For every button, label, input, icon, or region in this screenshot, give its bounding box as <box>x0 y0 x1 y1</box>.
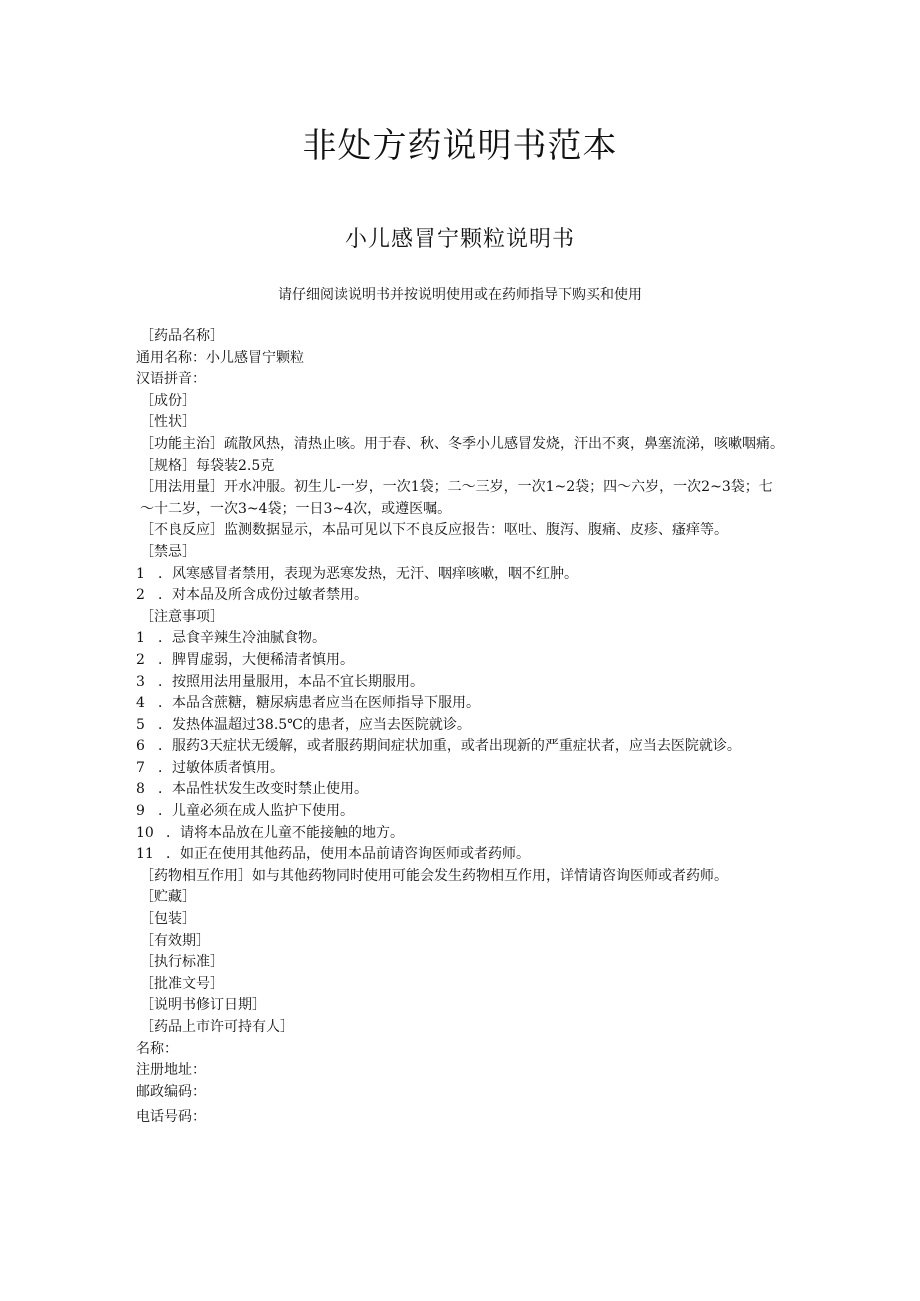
item-text: ．忌食辛辣生冷油腻食物。 <box>158 630 326 647</box>
item-number: 2 <box>136 651 145 668</box>
item-text: ．如正在使用其他药品，使用本品前请咨询医师或者药师。 <box>166 846 530 863</box>
interactions: ［药物相互作用］如与其他药物同时使用可能会发生药物相互作用，详情请咨询医师或者药师。 <box>140 867 728 884</box>
approval-label: ［批准文号］ <box>140 975 224 992</box>
holder-address: 注册地址： <box>136 1062 206 1079</box>
precaution-item <box>136 758 786 780</box>
precaution-item <box>136 715 786 737</box>
contra-item <box>136 585 786 607</box>
item-number: 4 <box>136 695 145 712</box>
precaution-item <box>136 672 786 694</box>
item-text: ．对本品及所含成份过敏者禁用。 <box>158 587 368 604</box>
ingredients-label: ［成份］ <box>140 392 196 409</box>
sub-title: 小儿感冒宁颗粒说明书 <box>344 227 575 252</box>
adverse-reactions: ［不良反应］监测数据显示，本品可见以下不良反应报告：呕吐、腹泻、腹痛、皮疹、瘙痒等。 <box>140 522 728 539</box>
item-text: ．发热体温超过38.5℃的患者，应当去医院就诊。 <box>158 716 471 733</box>
indications: ［功能主治］疏散风热，清热止咳。用于春、秋、冬季小儿感冒发烧，汗出不爽，鼻塞流涕，咳嗽咽痛。 <box>140 435 784 452</box>
holder-name: 名称： <box>136 1040 178 1057</box>
item-number: 3 <box>136 673 145 690</box>
item-text: ．服药3天症状无缓解，或者服药期间症状加重，或者出现新的严重症状者，应当去医院就诊。 <box>158 738 741 755</box>
item-number: 2 <box>136 587 145 604</box>
item-text: ．过敏体质者慎用。 <box>158 759 284 776</box>
item-number: 8 <box>136 781 145 798</box>
standard-label: ［执行标准］ <box>140 954 224 971</box>
contra-item <box>136 564 786 586</box>
validity-label: ［有效期］ <box>140 932 210 949</box>
item-text: ．请将本品放在儿童不能接触的地方。 <box>166 824 404 841</box>
storage-label: ［贮藏］ <box>140 889 196 906</box>
instruction-body <box>136 326 786 1129</box>
item-number: 5 <box>136 716 145 733</box>
dosage: ［用法用量］开水冲服。初生儿-一岁，一次1袋；二～三岁，一次1~2袋；四～六岁，一次2~3袋；七～十二岁，一次3~4袋；一日3~4次，或遵医嘱。 <box>140 479 773 517</box>
properties-label: ［性状］ <box>140 414 196 431</box>
precaution-item <box>136 693 786 715</box>
precaution-item <box>136 844 786 866</box>
holder-postcode: 邮政编码： <box>136 1083 206 1100</box>
precaution-item <box>136 650 786 672</box>
drug-name-label: ［药品名称］ <box>140 328 224 344</box>
item-text: ．脾胃虚弱，大便稀清者慎用。 <box>158 651 354 668</box>
holder-phone: 电话号码： <box>136 1109 206 1126</box>
item-text: ．本品含蔗糖，糖尿病患者应当在医师指导下服用。 <box>158 695 480 712</box>
precautions-label: ［注意事项］ <box>140 608 224 625</box>
license-holder-label: ［药品上市许可持有人］ <box>140 1019 294 1035</box>
precaution-item <box>136 779 786 801</box>
item-number: 1 <box>136 630 145 647</box>
pinyin: 汉语拼音： <box>136 371 206 388</box>
usage-notice: 请仔细阅读说明书并按说明使用或在药师指导下购买和使用 <box>278 287 642 303</box>
generic-name: 通用名称：小儿感冒宁颗粒 <box>136 349 304 366</box>
precaution-item <box>136 736 786 758</box>
main-title: 非处方药说明书范本 <box>302 126 618 166</box>
item-number: 11 <box>136 846 154 863</box>
item-text: ．儿童必须在成人监护下使用。 <box>158 803 354 820</box>
item-number: 10 <box>136 824 154 841</box>
item-number: 7 <box>136 759 145 776</box>
item-number: 6 <box>136 738 145 755</box>
item-number: 1 <box>136 565 145 582</box>
item-text: ．按照用法用量服用，本品不宜长期服用。 <box>158 673 424 690</box>
precaution-item <box>136 628 786 650</box>
contraindications-label: ［禁忌］ <box>140 543 196 560</box>
package-label: ［包装］ <box>140 911 196 928</box>
item-number: 9 <box>136 803 145 820</box>
item-text: ．风寒感冒者禁用，表现为恶寒发热，无汗、咽痒咳嗽，咽不红肿。 <box>158 565 578 582</box>
item-text: ．本品性状发生改变时禁止使用。 <box>158 781 368 798</box>
precaution-item <box>136 823 786 845</box>
revision-date-label: ［说明书修订日期］ <box>140 997 266 1014</box>
specification: ［规格］每袋装2.5克 <box>140 457 275 474</box>
precaution-item <box>136 801 786 823</box>
